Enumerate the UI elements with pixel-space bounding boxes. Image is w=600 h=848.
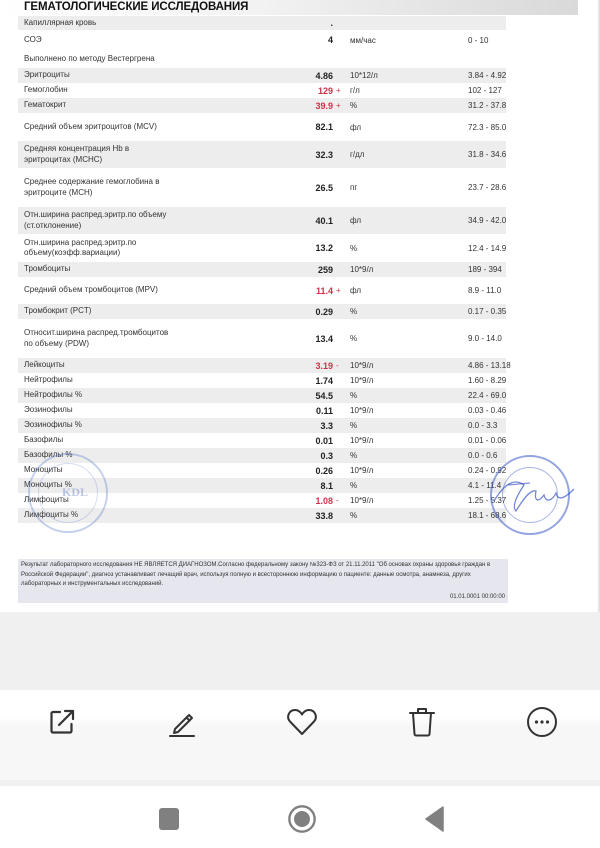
reference-range: 9.0 - 14.0 (468, 334, 502, 343)
favorite-icon (286, 707, 318, 737)
result-value: 11.4 (315, 285, 333, 296)
result-unit: % (350, 481, 358, 490)
result-value: 4 (327, 35, 333, 45)
notice-date: 01.01.0001 00:00:00 (449, 593, 505, 600)
result-unit: % (350, 101, 358, 110)
reference-range: 23.7 - 28.6 (468, 183, 507, 192)
result-name: Нейтрофилы % (24, 390, 83, 400)
reference-range: 72.3 - 85.0 (468, 122, 507, 132)
result-value: 40.1 (315, 215, 333, 226)
table-row (18, 358, 511, 373)
table-row (18, 168, 506, 207)
table-row (18, 478, 506, 493)
table-row (18, 304, 506, 319)
table-row (18, 262, 506, 277)
result-value: 0.01 (315, 435, 333, 446)
reference-range: 8.9 - 11.0 (468, 286, 502, 295)
result-value: 3.3 (320, 420, 333, 431)
result-unit: % (350, 334, 358, 343)
result-value: 4.86 (315, 70, 333, 81)
table-row (18, 141, 506, 168)
result-name: Лимфоциты % (24, 510, 79, 520)
abnormal-mark: - (336, 361, 339, 370)
result-unit: % (350, 307, 358, 316)
result-name: Средний объем эритроцитов (MCV) (24, 121, 157, 131)
result-name: Базофилы % (24, 450, 73, 460)
disclaimer-notice (18, 559, 508, 603)
reference-range: 102 - 127 (468, 86, 502, 95)
result-name: Моноциты (24, 465, 63, 475)
result-name: Отн.ширина распред.эритр.по объему(коэфф.вариации) (24, 237, 137, 257)
result-unit: % (350, 511, 358, 520)
result-unit: 10*9/л (350, 376, 374, 385)
reference-range: 0.03 - 0.46 (468, 406, 507, 415)
table-row (18, 433, 506, 448)
result-unit: г/дл (350, 150, 365, 159)
result-value: 13.2 (315, 243, 333, 253)
abnormal-mark: + (336, 286, 341, 295)
result-name: Тромбокрит (PCT) (24, 306, 92, 316)
table-row (18, 448, 506, 463)
abnormal-mark: + (336, 101, 341, 110)
table-row (18, 68, 506, 83)
table-row (18, 83, 506, 98)
reference-range: 0.0 - 3.3 (468, 421, 498, 430)
result-unit: 10*12/л (350, 71, 378, 80)
table-row (18, 463, 506, 478)
result-name: СОЭ (24, 34, 42, 44)
result-unit: 10*9/л (350, 496, 374, 505)
table-row (18, 113, 506, 141)
system-navbar (0, 786, 600, 848)
result-unit: 10*9/л (350, 466, 374, 475)
reference-range: 31.8 - 34.6 (468, 150, 507, 159)
share-button[interactable] (44, 704, 80, 740)
result-unit: 10*9/л (350, 406, 374, 415)
delete-button[interactable] (404, 704, 440, 740)
result-name: Гемоглобин (24, 85, 68, 95)
result-unit: пг (350, 183, 358, 192)
result-value: 3.19 (315, 360, 333, 371)
result-unit: 10*9/л (350, 265, 374, 274)
result-value: 1.74 (315, 375, 333, 386)
action-toolbar (0, 690, 600, 780)
result-unit: фл (350, 216, 362, 225)
result-name: Выполнено по методу Вестергрена (24, 53, 155, 63)
result-value: 26.5 (315, 182, 333, 193)
reference-range: 4.1 - 11.4 (468, 481, 502, 490)
result-name: Эритроциты (24, 70, 70, 80)
result-value: 129 (317, 85, 333, 96)
favorite-button[interactable] (284, 704, 320, 740)
table-row (18, 418, 506, 433)
table-row (18, 277, 506, 304)
result-value: 0.11 (315, 405, 333, 416)
reference-range: 0 - 10 (468, 35, 489, 45)
result-name: Отн.ширина распред.эритр.по объему (ст.отклонение) (24, 210, 167, 230)
result-unit: г/л (350, 86, 360, 95)
result-value: 8.1 (320, 480, 333, 491)
delete-icon (407, 706, 437, 738)
result-name: Среднее содержание гемоглобина в эритроците (MCH) (24, 177, 160, 197)
table-row (18, 493, 506, 508)
result-name: Относит.ширина распред.тромбоцитов по объему (PDW) (24, 328, 169, 348)
table-row (18, 508, 506, 523)
result-name: Лейкоциты (24, 360, 65, 370)
home-button[interactable] (287, 804, 317, 834)
abnormal-mark: - (336, 496, 339, 505)
result-value: 0.3 (320, 450, 333, 461)
result-unit: 10*9/л (350, 361, 374, 370)
result-unit: фл (350, 286, 362, 295)
table-row (18, 373, 506, 388)
abnormal-mark: + (336, 86, 341, 95)
recents-icon (157, 807, 181, 831)
result-unit: фл (350, 122, 362, 132)
viewer-background (0, 612, 600, 690)
result-value: 54.5 (315, 390, 333, 401)
reference-range: 0.17 - 0.35 (468, 307, 507, 316)
result-value: 0.26 (315, 465, 333, 476)
section-title: ГЕМАТОЛОГИЧЕСКИЕ ИССЛЕДОВАНИЯ (0, 0, 578, 15)
edit-icon (167, 707, 197, 737)
result-value: 39.9 (315, 100, 333, 111)
reference-range: 3.84 - 4.92 (468, 71, 507, 80)
reference-range: 0.0 - 0.6 (468, 451, 498, 460)
reference-range: 4.86 - 13.18 (468, 361, 511, 370)
result-name: Базофилы (24, 435, 64, 445)
reference-range: 189 - 394 (468, 265, 502, 274)
result-unit: % (350, 243, 358, 253)
result-value: 33.8 (315, 510, 333, 521)
result-value: 259 (317, 264, 333, 275)
table-row (18, 319, 506, 358)
reference-range: 34.9 - 42.0 (468, 216, 507, 225)
result-name: Средний объем тромбоцитов (MPV) (24, 285, 158, 295)
table-row (18, 50, 506, 68)
result-name: Моноциты % (24, 480, 72, 490)
result-name: Эозинофилы (24, 405, 73, 415)
result-value: 32.3 (315, 149, 333, 160)
edit-button[interactable] (164, 704, 200, 740)
reference-range: 1.25 - 5.37 (468, 496, 507, 505)
reference-range: 22.4 - 69.0 (468, 391, 507, 400)
table-row (18, 388, 506, 403)
share-icon (47, 707, 77, 737)
back-button[interactable] (420, 804, 450, 834)
result-name: Капиллярная кровь (24, 17, 97, 27)
result-unit: % (350, 391, 358, 400)
result-name: Тромбоциты (24, 264, 71, 274)
home-icon (287, 803, 317, 835)
table-row (18, 30, 506, 50)
back-icon (423, 805, 447, 833)
reference-range: 0.24 - 0.92 (468, 466, 507, 475)
result-name: Лимфоциты (24, 495, 69, 505)
reference-range: 31.2 - 37.8 (468, 101, 507, 110)
result-value: 13.4 (315, 333, 333, 344)
table-row (18, 207, 506, 234)
result-unit: 10*9/л (350, 436, 374, 445)
results-table (18, 16, 511, 523)
result-unit: % (350, 421, 358, 430)
result-value: . (330, 18, 333, 28)
reference-range: 0.01 - 0.06 (468, 436, 507, 445)
disclaimer-text: Результат лабораторного исследования НЕ ЯВЛЯЕТСЯ ДИАГНОЗОМ.Согласно федеральному закону №323-ФЗ от 21.11.2011 "Об основах охраны здоровья граждан в Российской Федерации", диагноз устанавливает лечащий врач, используя полную и всестороннюю информацию о пациенте: данные осмотра, анамнеза, других лабораторных и инструментальных исследований. (21, 562, 491, 587)
result-value: 82.1 (315, 122, 333, 132)
stamp-logo-text: KDL (62, 485, 89, 499)
result-unit: % (350, 451, 358, 460)
reference-range: 1.60 - 8.29 (468, 376, 507, 385)
result-name: Эозинофилы % (24, 420, 82, 430)
more-button[interactable] (524, 704, 560, 740)
result-name: Гематокрит (24, 100, 67, 110)
result-unit: мм/час (350, 35, 376, 45)
more-icon (525, 705, 559, 739)
table-row (18, 98, 506, 113)
result-name: Средняя концентрация Hb в эритроцитах (MCHC) (24, 144, 130, 164)
table-row (18, 403, 506, 418)
reference-range: 18.1 - 68.6 (468, 511, 507, 520)
recents-button[interactable] (154, 804, 184, 834)
table-row (18, 16, 506, 30)
result-name: Нейтрофилы (24, 375, 73, 385)
result-value: 1.08 (315, 495, 333, 506)
reference-range: 12.4 - 14.9 (468, 243, 507, 253)
table-row (18, 234, 506, 262)
result-value: 0.29 (315, 306, 333, 317)
